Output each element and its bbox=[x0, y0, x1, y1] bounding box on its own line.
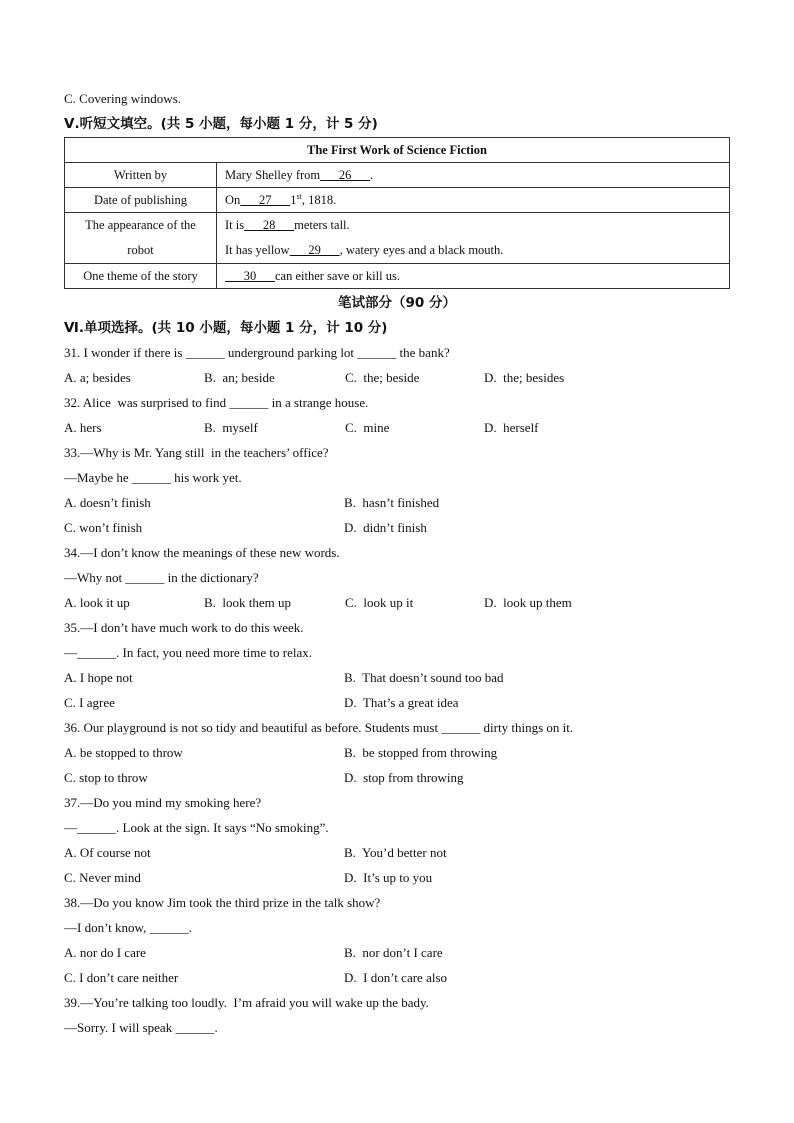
option-b[interactable]: B. That doesn’t sound too bad bbox=[344, 670, 504, 685]
option-b[interactable]: B. hasn’t finished bbox=[344, 495, 440, 510]
option-b[interactable]: B. You’d better not bbox=[344, 845, 447, 860]
question-stem: 38.—Do you know Jim took the third prize in the talk show? bbox=[64, 895, 381, 910]
option-c[interactable]: C. I don’t care neither bbox=[64, 970, 179, 985]
question-stem: 36. Our playground is not so tidy and beautiful as before. Students must ______ dirty things on it. bbox=[64, 720, 574, 735]
option-b[interactable]: B. be stopped from throwing bbox=[344, 745, 498, 760]
table-row bbox=[65, 213, 730, 264]
written-part-heading: 笔试部分（90 分） bbox=[338, 295, 456, 311]
option-a[interactable]: A. hers bbox=[64, 420, 102, 435]
question-stem: 37.—Do you mind my smoking here? bbox=[64, 795, 262, 810]
question-stem: 33.—Why is Mr. Yang still in the teachers’ office? bbox=[64, 445, 329, 460]
option-a[interactable]: A. look it up bbox=[64, 595, 130, 610]
option-a[interactable]: A. nor do I care bbox=[64, 945, 146, 960]
row-value: On 27 1st, 1818. bbox=[217, 188, 730, 213]
question-stem: 35.—I don’t have much work to do this week. bbox=[64, 620, 304, 635]
table-row bbox=[65, 188, 730, 213]
blank-28[interactable]: 28 bbox=[244, 218, 295, 232]
option-d[interactable]: D. didn’t finish bbox=[344, 520, 427, 535]
row-value: 30 can either save or kill us. bbox=[217, 264, 730, 289]
question-reply: —______. In fact, you need more time to relax. bbox=[64, 645, 313, 660]
blank-30[interactable]: 30 bbox=[225, 268, 275, 283]
option-d[interactable]: D. stop from throwing bbox=[344, 770, 464, 785]
row-value: It is 28 meters tall. It has yellow 29 , watery eyes and a black mouth. bbox=[217, 213, 730, 264]
option-d[interactable]: D. herself bbox=[484, 420, 539, 435]
option-b[interactable]: B. look them up bbox=[204, 595, 292, 610]
blank-29[interactable]: 29 bbox=[289, 243, 340, 257]
option-d[interactable]: D. It’s up to you bbox=[344, 870, 433, 885]
option-d[interactable]: D. That’s a great idea bbox=[344, 695, 459, 710]
row-key: The appearance of the robot bbox=[65, 213, 217, 264]
question-reply: —I don’t know, ______. bbox=[64, 920, 192, 935]
table-row bbox=[65, 163, 730, 188]
option-d[interactable]: D. look up them bbox=[484, 595, 572, 610]
option-b[interactable]: B. myself bbox=[204, 420, 258, 435]
option-a[interactable]: A. doesn’t finish bbox=[64, 495, 151, 510]
question-stem: 32. Alice was surprised to find ______ in a strange house. bbox=[64, 395, 369, 410]
option-d[interactable]: D. I don’t care also bbox=[344, 970, 448, 985]
option-c[interactable]: C. Never mind bbox=[64, 870, 141, 885]
option-c[interactable]: C. stop to throw bbox=[64, 770, 148, 785]
section-6-heading: Ⅵ.单项选择。(共 10 小题，每小题 1 分，计 10 分) bbox=[64, 320, 388, 336]
option-c[interactable]: C. mine bbox=[345, 420, 390, 435]
blank-26[interactable]: 26 bbox=[320, 167, 371, 182]
section-5-heading: Ⅴ.听短文填空。(共 5 小题，每小题 1 分，计 5 分) bbox=[64, 116, 378, 132]
option-c[interactable]: C. look up it bbox=[345, 595, 414, 610]
option-d[interactable]: D. the; besides bbox=[484, 370, 565, 385]
question-stem: 39.—You’re talking too loudly. I’m afraid you will wake up the bady. bbox=[64, 995, 429, 1010]
question-reply: —Sorry. I will speak ______. bbox=[64, 1020, 218, 1035]
option-c[interactable]: C. the; beside bbox=[345, 370, 420, 385]
listening-table bbox=[64, 137, 730, 289]
row-key: Date of publishing bbox=[65, 188, 217, 213]
option-b[interactable]: B. nor don’t I care bbox=[344, 945, 443, 960]
question-reply: —Maybe he ______ his work yet. bbox=[64, 470, 242, 485]
option-a[interactable]: A. be stopped to throw bbox=[64, 745, 183, 760]
option-c[interactable]: C. I agree bbox=[64, 695, 115, 710]
blank-27[interactable]: 27 bbox=[240, 192, 291, 207]
option-c[interactable]: C. won’t finish bbox=[64, 520, 143, 535]
row-value: Mary Shelley from 26 . bbox=[217, 163, 730, 188]
previous-option-c: C. Covering windows. bbox=[64, 91, 181, 106]
option-a[interactable]: A. a; besides bbox=[64, 370, 131, 385]
option-a[interactable]: A. Of course not bbox=[64, 845, 151, 860]
table-row bbox=[65, 264, 730, 289]
option-a[interactable]: A. I hope not bbox=[64, 670, 133, 685]
row-key: One theme of the story bbox=[65, 264, 217, 289]
question-stem: 31. I wonder if there is ______ underground parking lot ______ the bank? bbox=[64, 345, 450, 360]
row-key: Written by bbox=[65, 163, 217, 188]
table-title: The First Work of Science Fiction bbox=[65, 138, 730, 163]
question-reply: —Why not ______ in the dictionary? bbox=[64, 570, 259, 585]
question-reply: —______. Look at the sign. It says “No smoking”. bbox=[64, 820, 329, 835]
option-b[interactable]: B. an; beside bbox=[204, 370, 275, 385]
question-stem: 34.—I don’t know the meanings of these new words. bbox=[64, 545, 340, 560]
